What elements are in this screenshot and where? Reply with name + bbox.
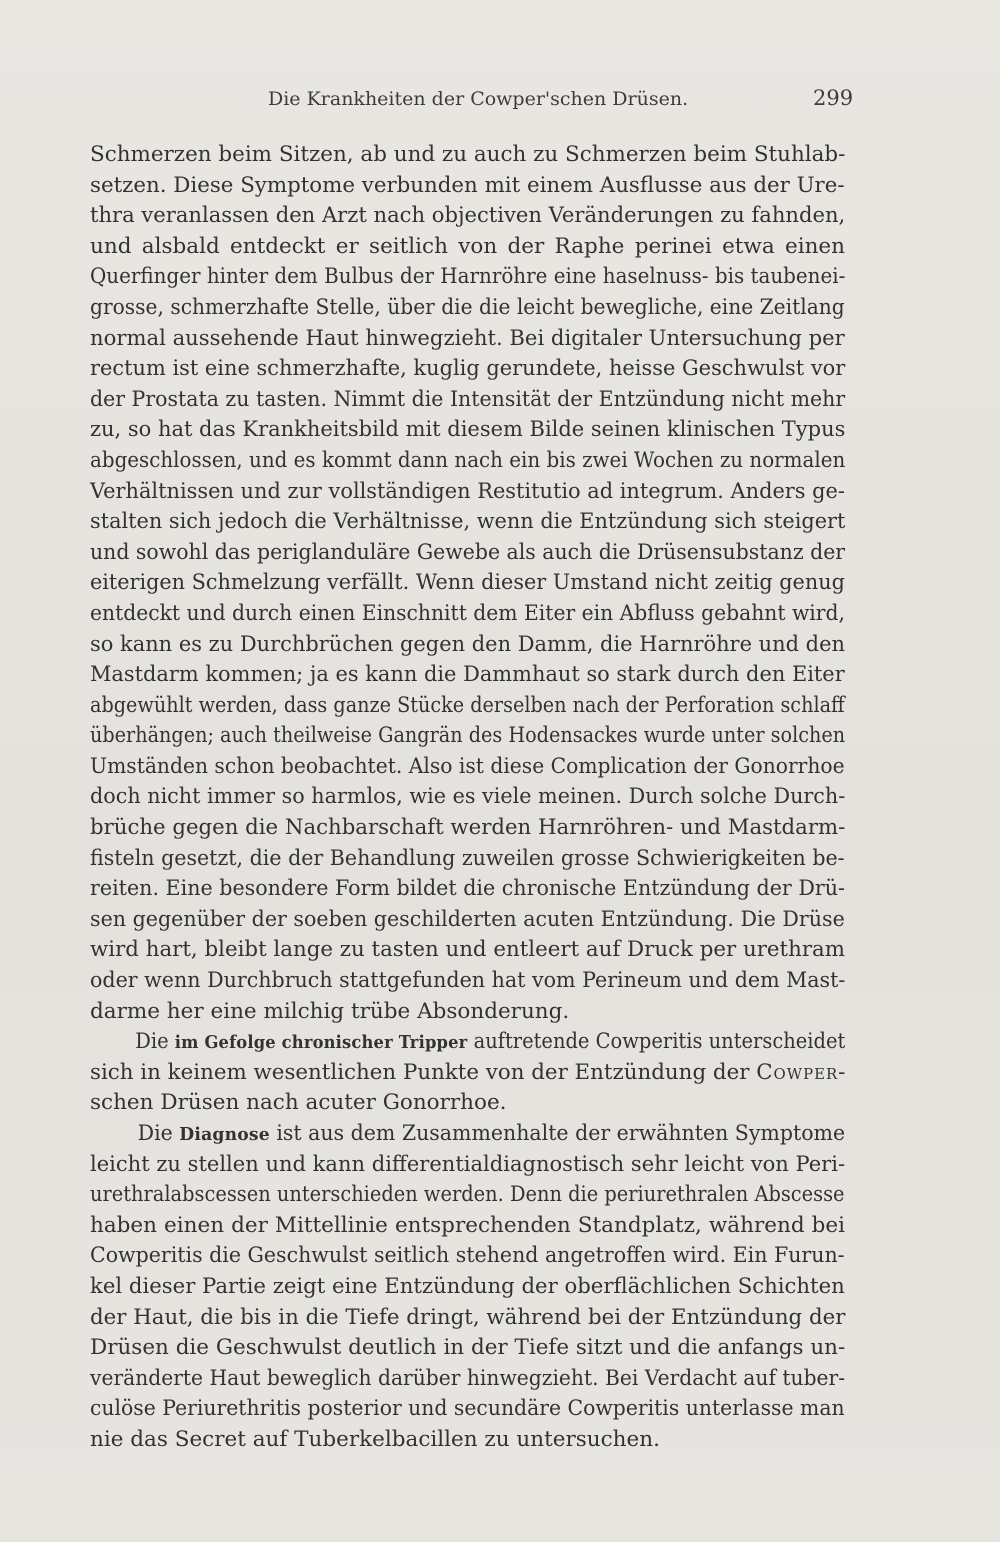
text-line: und alsbald entdeckt er seitlich von der Raphe perinei etwa einen bbox=[90, 233, 845, 259]
text-line: und sowohl das periglanduläre Gewebe als auch die Drüsensubstanz der bbox=[90, 539, 846, 565]
text-line: Schmerzen beim Sitzen, ab und zu auch zu Schmerzen beim Stuhlab- bbox=[90, 142, 846, 167]
body-text bbox=[90, 140, 845, 1456]
text-line: thra veranlassen den Arzt nach objectiven Veränderungen zu fahnden, bbox=[90, 203, 846, 229]
text-run: Die bbox=[135, 1029, 175, 1055]
text-line: wird hart, bleibt lange zu tasten und entleert auf Druck per urethram bbox=[90, 937, 846, 963]
text-run: sich in keinem wesentlichen Punkte von der Entzündung der bbox=[90, 1059, 757, 1085]
text-line: nie das Secret auf Tuberkelbacillen zu untersuchen. bbox=[90, 1426, 660, 1452]
text-line: haben einen der Mittellinie entsprechenden Standplatz, während bei bbox=[90, 1212, 845, 1238]
text-line: kel dieser Partie zeigt eine Entzündung der oberflächlichen Schichten bbox=[90, 1273, 845, 1299]
text-line: setzen. Diese Symptome verbunden mit einem Ausflusse aus der Ure- bbox=[90, 172, 845, 198]
text-line: oder wenn Durchbruch stattgefunden hat vom Perineum und dem Mast- bbox=[90, 968, 846, 994]
text-line: Cowperitis die Geschwulst seitlich stehend angetroffen wird. Ein Furun- bbox=[90, 1243, 845, 1269]
text-run: - bbox=[838, 1059, 846, 1085]
text-line: schen Drüsen nach acuter Gonorrhoe. bbox=[90, 1090, 507, 1116]
text-line: doch nicht immer so harmlos, wie es viele meinen. Durch solche Durch- bbox=[90, 784, 846, 810]
text-line: überhängen; auch theilweise Gangrän des Hodensackes wurde unter solchen bbox=[90, 723, 846, 749]
text-line: brüche gegen die Nachbarschaft werden Harnröhren- und Mastdarm- bbox=[90, 815, 846, 841]
text-line: Verhältnissen und zur vollständigen Restitutio ad integrum. Anders ge- bbox=[90, 478, 845, 504]
text-line: urethralabscessen unterschieden werden. Denn die periurethralen Abscesse bbox=[90, 1182, 845, 1208]
text-line: Querfinger hinter dem Bulbus der Harnröhre eine haselnuss- bis taubenei- bbox=[90, 264, 846, 290]
text-line: leicht zu stellen und kann differentialdiagnostisch sehr leicht von Peri- bbox=[90, 1151, 846, 1177]
emphasis-small-caps: Cowper bbox=[756, 1059, 839, 1085]
paragraph-diagnosis bbox=[90, 1119, 845, 1456]
text-line: eiterigen Schmelzung verfällt. Wenn dieser Umstand nicht zeitig genug bbox=[90, 570, 845, 596]
text-line: darme her eine milchig trübe Absonderung. bbox=[90, 998, 570, 1024]
text-line: grosse, schmerzhafte Stelle, über die die leicht bewegliche, eine Zeitlang bbox=[90, 294, 845, 320]
paragraph-chronic-gonorrhoea bbox=[90, 1027, 845, 1119]
text-run: ist aus dem Zusammenhalte der erwähnten Symptome bbox=[269, 1121, 846, 1146]
text-line: der Prostata zu tasten. Nimmt die Intensität der Entzündung nicht mehr bbox=[90, 386, 846, 412]
text-line: Drüsen die Geschwulst deutlich in der Tiefe sitzt und die anfangs un- bbox=[90, 1335, 846, 1361]
text-line: culöse Periurethritis posterior und secundäre Cowperitis unterlasse man bbox=[90, 1396, 845, 1422]
text-line: rectum ist eine schmerzhafte, kuglig gerundete, heisse Geschwulst vor bbox=[90, 356, 846, 382]
text-line: der Haut, die bis in die Tiefe dringt, während bei der Entzündung der bbox=[90, 1304, 846, 1330]
text-line: reiten. Eine besondere Form bildet die chronische Entzündung der Drü- bbox=[90, 876, 845, 902]
text-line: fisteln gesetzt, die der Behandlung zuweilen grosse Schwierigkeiten be- bbox=[90, 845, 845, 871]
text-line: Umständen schon beobachtet. Also ist diese Complication der Gonorrhoe bbox=[90, 753, 845, 779]
text-run: auftretende Cowperitis unterscheidet bbox=[467, 1029, 846, 1055]
text-line: sen gegenüber der soeben geschilderten acuten Entzündung. Die Drüse bbox=[90, 906, 845, 932]
text-line: abgewühlt werden, dass ganze Stücke derselben nach der Perforation schlaff bbox=[90, 692, 845, 718]
text-line bbox=[90, 1027, 845, 1058]
text-line: entdeckt und durch einen Einschnitt dem Eiter ein Abfluss gebahnt wird, bbox=[90, 600, 845, 626]
text-line: stalten sich jedoch die Verhältnisse, wenn die Entzündung sich steigert bbox=[90, 509, 846, 535]
text-line: zu, so hat das Krankheitsbild mit diesem Bilde seinen klinischen Typus bbox=[90, 417, 846, 443]
text-line: Mastdarm kommen; ja es kann die Dammhaut so stark durch den Eiter bbox=[90, 662, 845, 688]
paragraph-symptoms bbox=[90, 140, 845, 1027]
emphasis-bold: Diagnose bbox=[179, 1124, 270, 1145]
text-line bbox=[90, 1058, 845, 1089]
text-line: normal aussehende Haut hinwegzieht. Bei digitaler Untersuchung per bbox=[90, 325, 845, 351]
text-line: veränderte Haut beweglich darüber hinwegzieht. Bei Verdacht auf tuber- bbox=[90, 1365, 846, 1391]
text-line: so kann es zu Durchbrüchen gegen den Damm, die Harnröhre und den bbox=[90, 631, 845, 657]
page-number: 299 bbox=[813, 86, 854, 110]
text-line: abgeschlossen, und es kommt dann nach ein bis zwei Wochen zu normalen bbox=[90, 447, 846, 473]
running-head: Die Krankheiten der Cowper'schen Drüsen. bbox=[268, 88, 689, 110]
text-line bbox=[90, 1119, 845, 1150]
emphasis-bold: im Gefolge chronischer Tripper bbox=[174, 1032, 468, 1054]
text-run: Die bbox=[137, 1121, 180, 1146]
